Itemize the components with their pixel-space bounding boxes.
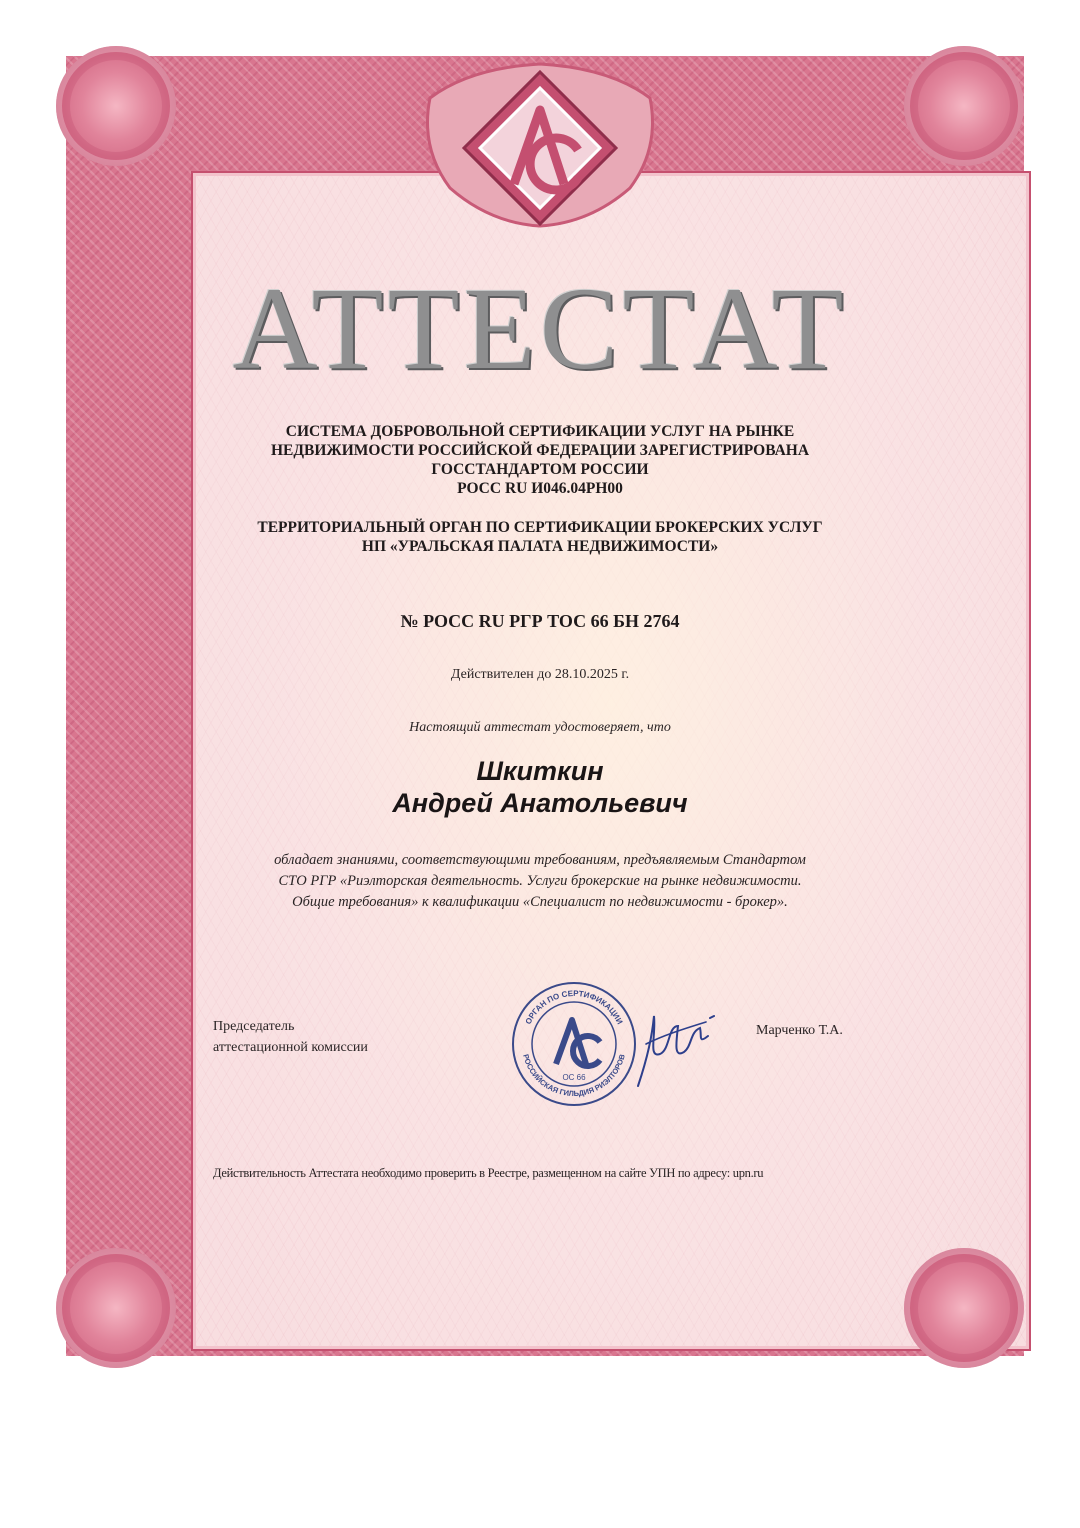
seal-center-code: ОС 66 xyxy=(562,1073,586,1082)
certification-body-header xyxy=(0,518,1080,556)
certificate-number: № РОСС RU РГР ТОС 66 БН 2764 xyxy=(400,611,680,631)
chairman-title xyxy=(213,1016,368,1058)
header-line-1: СИСТЕМА ДОБРОВОЛЬНОЙ СЕРТИФИКАЦИИ УСЛУГ НА РЫНКЕ xyxy=(285,423,795,440)
description-line-2: СТО РГР «Риэлторская деятельность. Услуги брокерские на рынке недвижимости. xyxy=(278,873,802,889)
document-title: АТТЕСТАТ xyxy=(232,263,848,394)
signer-name: Марченко Т.А. xyxy=(756,1023,843,1038)
corner-rosette-bottom-left xyxy=(56,1248,176,1368)
handwritten-signature xyxy=(618,996,728,1096)
certifies-statement: Настоящий аттестат удостоверяет, что xyxy=(409,720,671,735)
ac-emblem-logo xyxy=(410,58,670,228)
validity-date: Действителен до 28.10.2025 г. xyxy=(450,667,630,682)
corner-rosette-top-left xyxy=(56,46,176,166)
certificate-border xyxy=(66,56,1024,1356)
verification-note: Действительность Аттестата необходимо проверить в Реестре, размещенном на сайте УПН по адресу: upn.ru xyxy=(213,1166,764,1180)
chairman-line-1: Председатель xyxy=(213,1019,295,1034)
seal-top-text: ОРГАН ПО СЕРТИФИКАЦИИ xyxy=(523,988,625,1026)
qualification-description xyxy=(200,850,880,913)
chairman-line-2: аттестационной комиссии xyxy=(213,1040,368,1055)
corner-rosette-bottom-right xyxy=(904,1248,1024,1368)
description-line-1: обладает знаниями, соответствующими требованиям, предъявляемым Стандартом xyxy=(274,852,806,868)
header-line-4: РОСС RU И046.04РН00 xyxy=(457,480,623,497)
holder-surname: Шкиткин xyxy=(476,756,604,786)
body-line-1: ТЕРРИТОРИАЛЬНЫЙ ОРГАН ПО СЕРТИФИКАЦИИ БРОКЕРСКИХ УСЛУГ xyxy=(257,519,823,536)
seal-bottom-text: РОССИЙСКАЯ ГИЛЬДИЯ РИЭЛТОРОВ xyxy=(521,1053,627,1099)
corner-rosette-top-right xyxy=(904,46,1024,166)
header-line-2: НЕДВИЖИМОСТИ РОССИЙСКОЙ ФЕДЕРАЦИИ ЗАРЕГИСТРИРОВАНА xyxy=(270,442,810,459)
body-line-2: НП «УРАЛЬСКАЯ ПАЛАТА НЕДВИЖИМОСТИ» xyxy=(361,538,719,555)
description-line-3: Общие требования» к квалификации «Специалист по недвижимости - брокер». xyxy=(292,894,788,910)
holder-given-names: Андрей Анатольевич xyxy=(392,788,688,818)
header-line-3: ГОССТАНДАРТОМ РОССИИ xyxy=(431,461,649,478)
certification-system-header xyxy=(0,422,1080,498)
